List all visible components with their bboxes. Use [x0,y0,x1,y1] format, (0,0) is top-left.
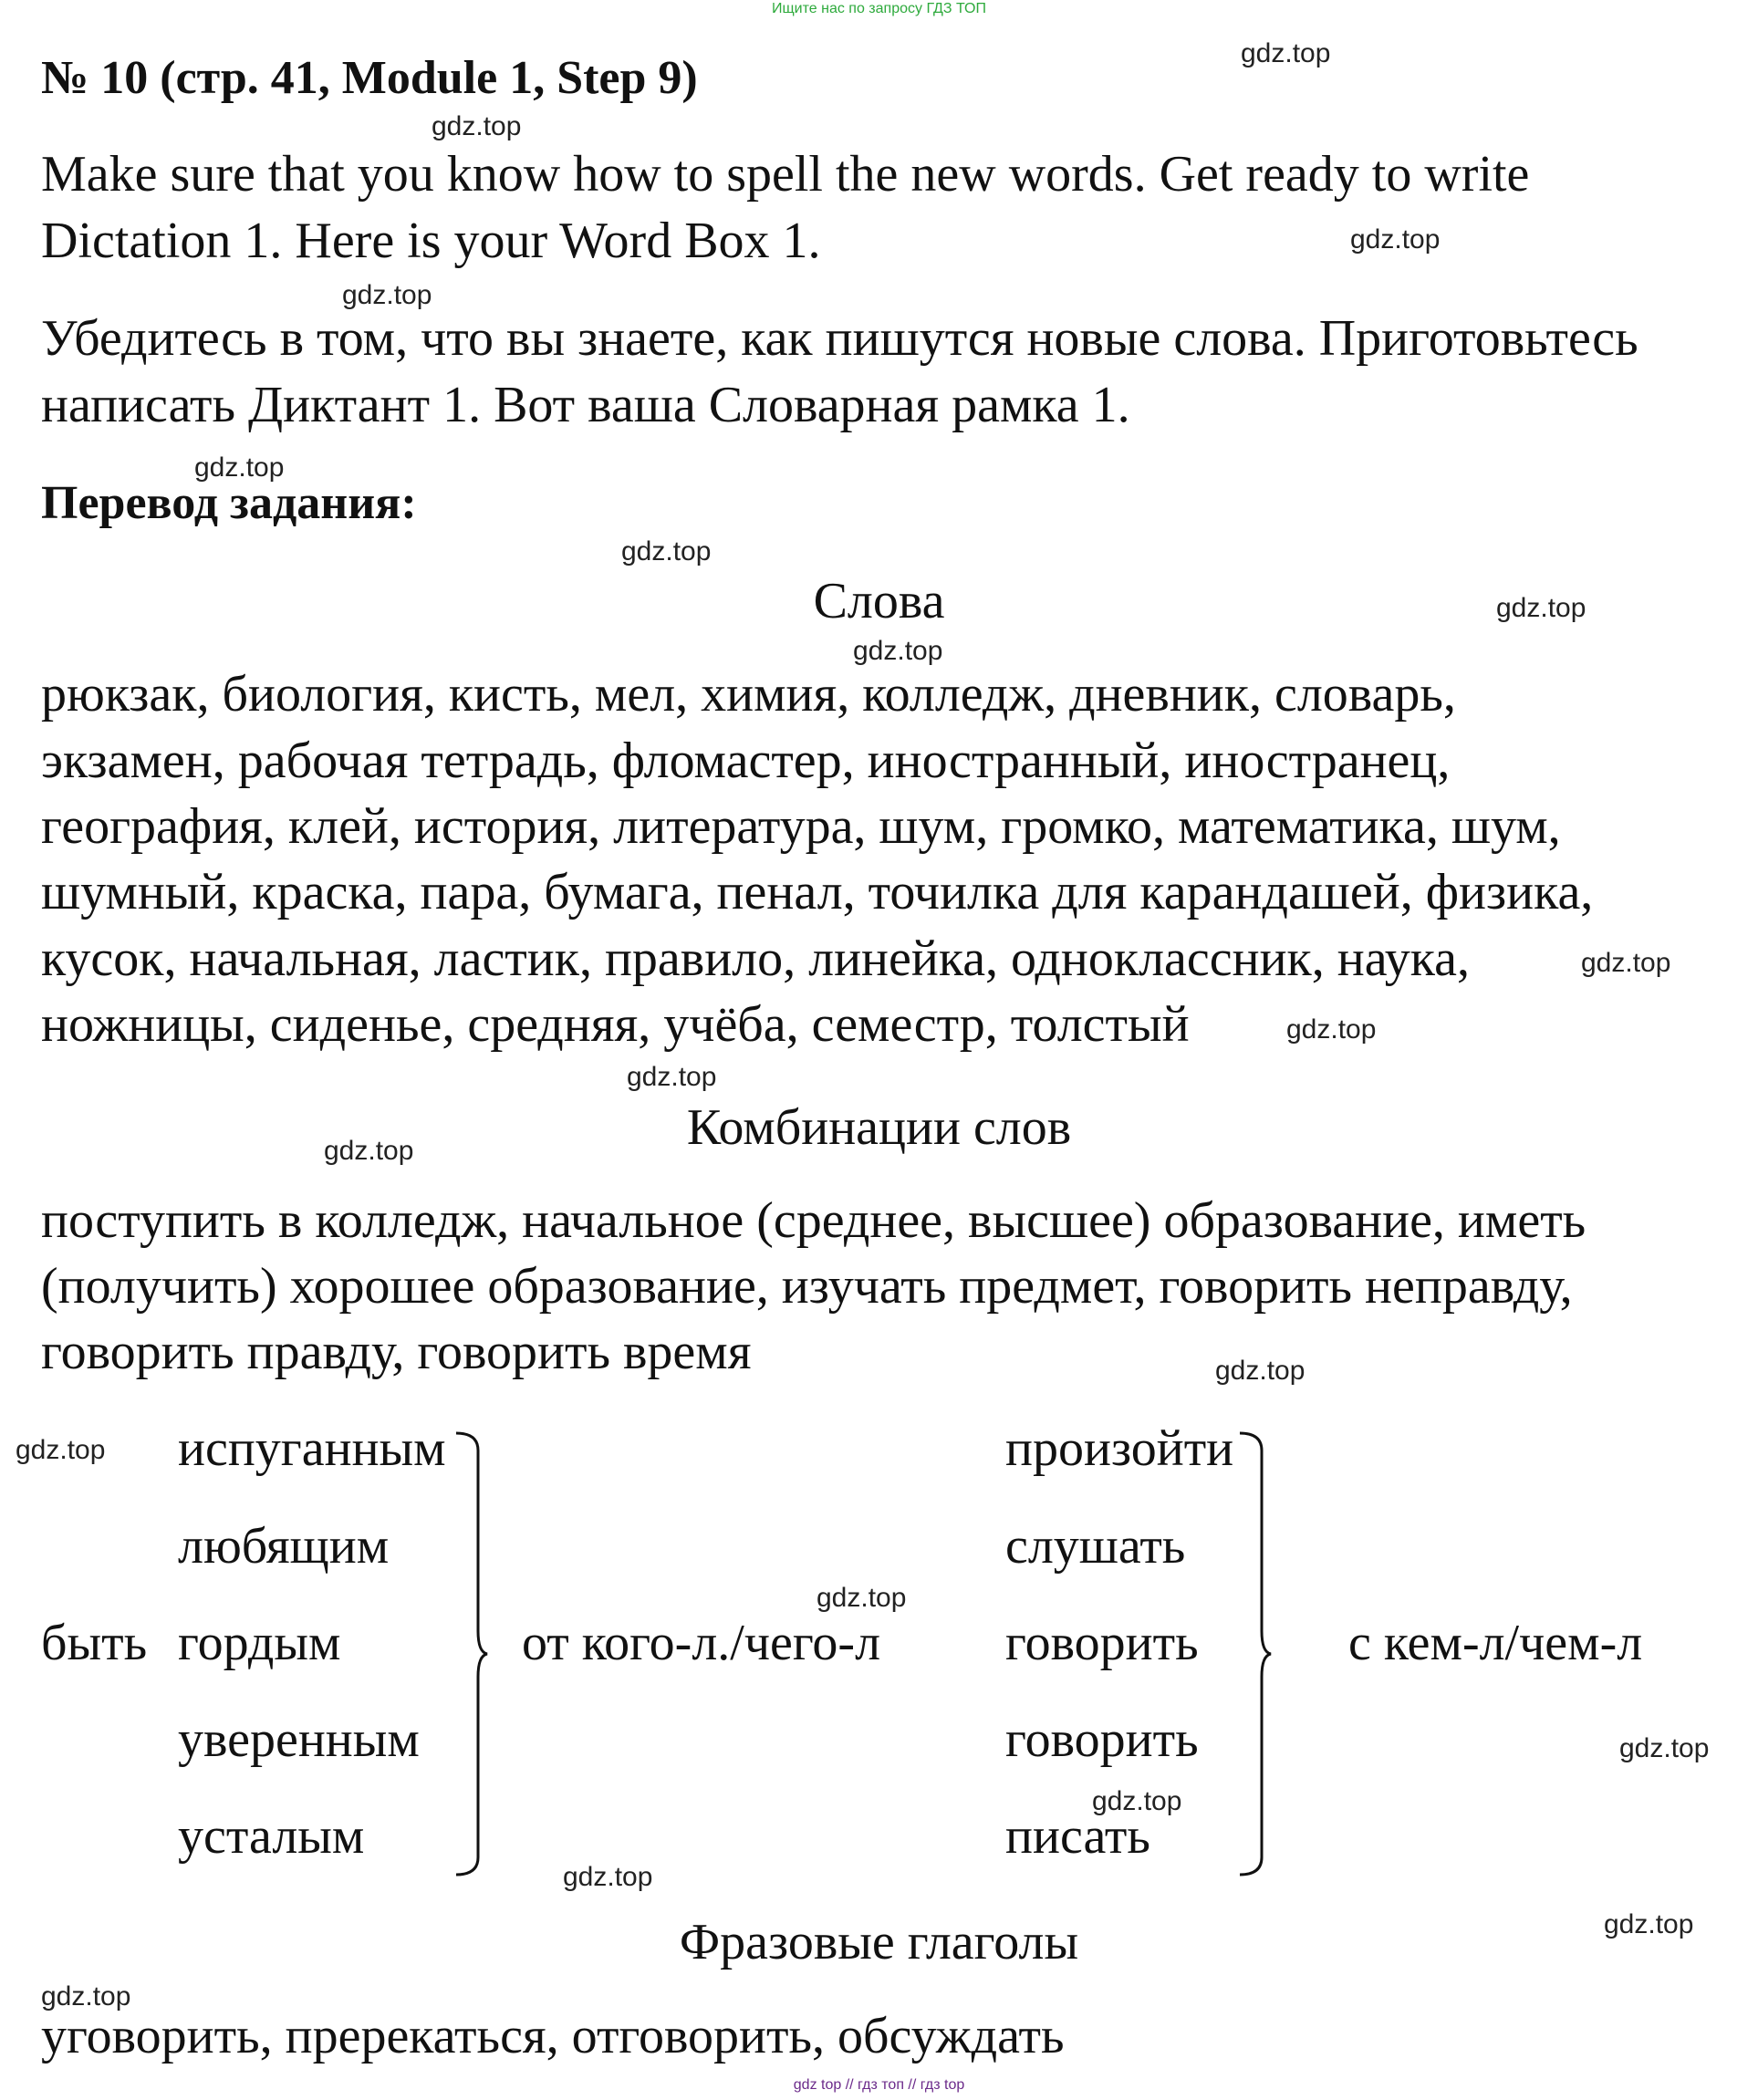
be-complement: от кого-л./чего-л [522,1615,881,1671]
watermark: gdz.top [1604,1909,1694,1939]
translation-heading: Перевод задания: [41,477,417,529]
be-adjective: гордым [178,1615,341,1671]
combos-line-2: (получить) хорошее образование, изучать предмет, говорить неправду, [41,1258,1573,1315]
words-line-1: рюкзак, биология, кисть, мел, химия, колледж, дневник, словарь, [41,666,1456,723]
talk-verb: говорить [1005,1711,1199,1768]
combos-line-3: говорить правду, говорить время [41,1324,752,1380]
task-en-line-2: Dictation 1. Here is your Word Box 1. [41,213,821,269]
watermark: gdz.top [627,1062,717,1092]
words-line-5: кусок, начальная, ластик, правило, линейка, одноклассник, наука, [41,930,1470,987]
words-line-6: ножницы, сиденье, средняя, учёба, семестр, толстый [41,996,1190,1053]
exercise-title: № 10 (стр. 41, Module 1, Step 9) [41,52,698,104]
watermark: gdz.top [41,1981,131,2012]
watermark: gdz.top [432,111,522,141]
task-ru-line-2: написать Диктант 1. Вот ваша Словарная рамка 1. [41,377,1130,433]
right-brace-icon [1238,1430,1274,1877]
footer-links[interactable]: gdz top // гдз топ // гдз top [793,2077,965,2093]
watermark: gdz.top [563,1862,653,1892]
task-en-line-1: Make sure that you know how to spell the new words. Get ready to write [41,146,1530,203]
combos-line-1: поступить в колледж, начальное (среднее, высшее) образование, иметь [41,1192,1586,1249]
talk-verb: писать [1005,1808,1150,1865]
be-adjective: испуганным [178,1420,446,1477]
phrasal-line: уговорить, пререкаться, отговорить, обсуждать [41,2008,1065,2064]
be-adjective: уверенным [178,1711,420,1768]
watermark: gdz.top [342,280,432,310]
watermark: gdz.top [1581,948,1671,978]
watermark: gdz.top [1496,593,1586,623]
watermark: gdz.top [1215,1356,1305,1386]
talk-verb: слушать [1005,1518,1186,1575]
be-adjective: любящим [178,1518,390,1575]
watermark: gdz.top [1092,1786,1182,1816]
watermark: gdz.top [817,1583,907,1613]
words-line-3: география, клей, история, литература, шум, громко, математика, шум, [41,798,1561,855]
words-heading: Слова [813,573,945,629]
right-brace-icon [454,1430,491,1877]
watermark: gdz.top [621,536,712,567]
be-adjective: усталым [178,1808,365,1865]
talk-complement: с кем-л/чем-л [1348,1615,1643,1671]
talk-verb: говорить [1005,1615,1199,1671]
words-line-2: экзамен, рабочая тетрадь, фломастер, иностранный, иностранец, [41,733,1451,789]
watermark: gdz.top [1619,1733,1710,1763]
watermark: gdz.top [1350,224,1441,255]
talk-verb: произойти [1005,1420,1234,1477]
watermark: gdz.top [16,1435,106,1465]
task-ru-line-1: Убедитесь в том, что вы знаете, как пишутся новые слова. Приготовьтесь [41,310,1638,367]
be-verb: быть [41,1615,148,1671]
watermark: gdz.top [1241,38,1331,68]
combos-heading: Комбинации слов [686,1099,1072,1156]
watermark: gdz.top [324,1136,414,1166]
words-line-4: шумный, краска, пара, бумага, пенал, точилка для карандашей, физика, [41,864,1594,920]
top-banner[interactable]: Ищите нас по запросу ГДЗ ТОП [772,1,986,16]
phrasal-heading: Фразовые глаголы [679,1914,1079,1970]
watermark: gdz.top [1286,1014,1377,1045]
watermark: gdz.top [194,452,285,483]
watermark: gdz.top [853,636,943,666]
